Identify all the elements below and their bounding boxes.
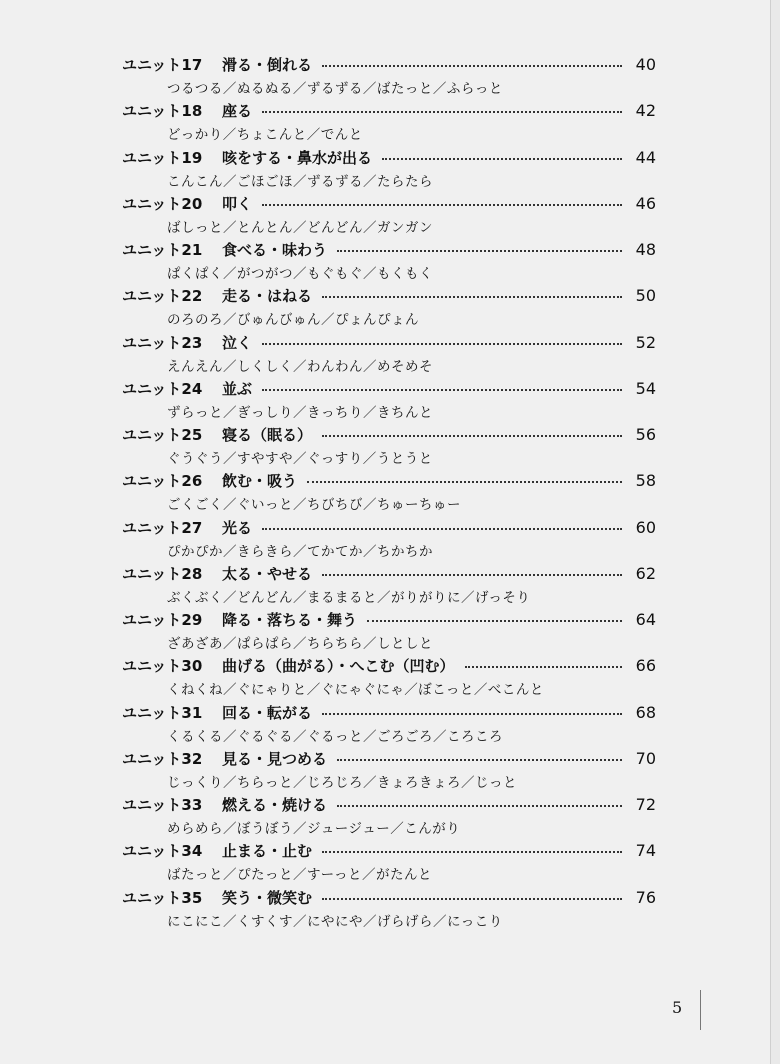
- page-reference: 54: [635, 378, 656, 398]
- onomatopoeia-list: こんこん／ごほごほ／ずるずる／たらたら: [167, 173, 433, 190]
- toc-entry: [122, 601, 656, 652]
- onomatopoeia-list: ぐうぐう／すやすや／ぐっすり／うとうと: [167, 451, 433, 467]
- leader-dots: [262, 389, 622, 391]
- toc-entry: [122, 555, 656, 606]
- unit-label: ユニット17: [122, 56, 203, 74]
- toc-entry-heading: [122, 54, 656, 76]
- toc-entry: [122, 786, 656, 837]
- unit-title: 光る: [222, 518, 253, 537]
- leader-dots: [337, 759, 622, 761]
- unit-title: 食べる・味わう: [222, 241, 328, 259]
- unit-title: 座る: [222, 102, 253, 121]
- toc-entry-heading: [122, 563, 656, 585]
- toc-entry-heading: [122, 147, 656, 169]
- unit-label: ユニット35: [122, 888, 203, 907]
- unit-label: ユニット33: [122, 796, 203, 814]
- onomatopoeia-list: ばたっと／ぴたっと／すーっと／がたんと: [167, 867, 433, 884]
- toc-entry-heading: [122, 794, 656, 816]
- onomatopoeia-list: ぴかぴか／きらきら／てかてか／ちかちか: [167, 543, 433, 560]
- toc-entry-heading: [122, 655, 656, 677]
- onomatopoeia-list: くるくる／ぐるぐる／ぐるっと／ごろごろ／ころころ: [167, 728, 503, 745]
- page-reference: 56: [635, 425, 656, 444]
- leader-dots: [322, 713, 622, 715]
- leader-dots: [382, 158, 622, 160]
- page-reference: 66: [635, 656, 656, 676]
- table-of-contents: [122, 46, 656, 930]
- toc-entry: [122, 46, 656, 97]
- toc-entry: [122, 509, 656, 560]
- page-reference: 48: [635, 240, 656, 259]
- onomatopoeia-list: ばしっと／とんとん／どんどん／ガンガン: [167, 219, 433, 236]
- leader-dots: [262, 343, 622, 345]
- unit-label: ユニット28: [122, 564, 203, 583]
- onomatopoeia-list: ぱくぱく／がつがつ／もぐもぐ／もくもく: [167, 266, 433, 282]
- toc-entry-heading: [122, 887, 656, 909]
- toc-entry-heading: [122, 239, 656, 261]
- leader-dots: [322, 435, 622, 437]
- toc-entry: [122, 139, 656, 190]
- leader-dots: [322, 898, 622, 900]
- toc-entry: [122, 370, 656, 421]
- leader-dots: [337, 250, 622, 252]
- unit-label: ユニット26: [122, 472, 203, 491]
- unit-label: ユニット22: [122, 287, 203, 306]
- unit-title: 燃える・焼ける: [222, 796, 328, 814]
- unit-title: 飲む・吸う: [222, 472, 298, 491]
- page-reference: 44: [635, 147, 656, 167]
- page-reference: 68: [635, 702, 656, 722]
- unit-title: 泣く: [222, 333, 253, 352]
- leader-dots: [322, 851, 622, 853]
- onomatopoeia-list: ざあざあ／ぱらぱら／ちらちら／しとしと: [167, 636, 433, 652]
- toc-entry: [122, 694, 656, 745]
- page-reference: 42: [635, 101, 656, 121]
- onomatopoeia-list: どっかり／ちょこんと／でんと: [167, 127, 363, 144]
- toc-entry-heading: [122, 748, 656, 770]
- unit-label: ユニット23: [122, 333, 203, 352]
- unit-label: ユニット30: [122, 657, 203, 676]
- unit-title: 曲げる（曲がる）・へこむ（凹む）: [222, 657, 455, 676]
- toc-entry: [122, 832, 656, 884]
- unit-label: ユニット19: [122, 148, 203, 167]
- leader-dots: [262, 528, 622, 530]
- toc-entry: [122, 462, 656, 514]
- leader-dots: [465, 666, 622, 668]
- toc-entry: [122, 277, 656, 329]
- toc-entry: [122, 185, 656, 236]
- toc-entry: [122, 740, 656, 791]
- onomatopoeia-list: めらめら／ぼうぼう／ジュージュー／こんがり: [167, 821, 461, 837]
- unit-label: ユニット32: [122, 749, 203, 768]
- onomatopoeia-list: にこにこ／くすくす／にやにや／げらげら／にっこり: [167, 913, 503, 930]
- unit-label: ユニット24: [122, 379, 203, 398]
- unit-label: ユニット25: [122, 426, 203, 444]
- unit-label: ユニット27: [122, 518, 203, 537]
- unit-title: 並ぶ: [222, 379, 253, 398]
- unit-title: 滑る・倒れる: [222, 56, 313, 74]
- toc-entry-heading: [122, 424, 656, 446]
- unit-title: 太る・やせる: [222, 564, 313, 583]
- leader-dots: [262, 111, 622, 113]
- unit-title: 回る・転がる: [222, 703, 313, 722]
- toc-entry-heading: [122, 840, 656, 862]
- toc-entry: [122, 324, 656, 375]
- leader-dots: [322, 296, 622, 298]
- page-reference: 74: [635, 841, 656, 861]
- page-reference: 58: [635, 471, 656, 491]
- page-reference: 40: [635, 55, 656, 74]
- toc-entry: [122, 416, 656, 467]
- unit-label: ユニット29: [122, 611, 203, 629]
- toc-entry-heading: [122, 378, 656, 400]
- page-reference: 46: [635, 193, 656, 213]
- toc-entry: [122, 879, 656, 930]
- toc-entry-heading: [122, 100, 656, 122]
- leader-dots: [337, 805, 622, 807]
- page-reference: 62: [635, 563, 656, 583]
- page-reference: 60: [635, 517, 656, 537]
- unit-title: 笑う・微笑む: [222, 888, 313, 907]
- page-reference: 76: [635, 887, 656, 907]
- unit-title: 降る・落ちる・舞う: [222, 611, 358, 629]
- unit-label: ユニット20: [122, 194, 203, 213]
- unit-title: 走る・はねる: [222, 287, 313, 306]
- toc-entry-heading: [122, 285, 656, 307]
- onomatopoeia-list: ずらっと／ぎっしり／きっちり／きちんと: [167, 404, 433, 421]
- toc-entry: [122, 231, 656, 282]
- unit-label: ユニット18: [122, 102, 203, 121]
- onomatopoeia-list: のろのろ／びゅんびゅん／ぴょんぴょん: [167, 312, 419, 329]
- onomatopoeia-list: じっくり／ちらっと／じろじろ／きょろきょろ／じっと: [167, 774, 517, 791]
- unit-title: 寝る（眠る）: [222, 426, 313, 444]
- toc-entry-heading: [122, 517, 656, 539]
- page-number: 5: [672, 998, 683, 1017]
- leader-dots: [262, 204, 622, 206]
- leader-dots: [307, 481, 622, 483]
- toc-entry: [122, 647, 656, 699]
- unit-label: ユニット31: [122, 703, 203, 722]
- page-reference: 52: [635, 332, 656, 352]
- onomatopoeia-list: ごくごく／ぐいっと／ちびちび／ちゅーちゅー: [167, 497, 461, 514]
- unit-title: 見る・見つめる: [222, 749, 328, 768]
- unit-label: ユニット21: [122, 241, 203, 259]
- toc-entry-heading: [122, 193, 656, 215]
- onomatopoeia-list: つるつる／ぬるぬる／ずるずる／ばたっと／ふらっと: [167, 81, 503, 97]
- toc-entry-heading: [122, 470, 656, 492]
- toc-entry-heading: [122, 332, 656, 354]
- onomatopoeia-list: くねくね／ぐにゃりと／ぐにゃぐにゃ／ぼこっと／べこんと: [167, 682, 544, 699]
- page-reference: 70: [635, 748, 656, 768]
- onomatopoeia-list: えんえん／しくしく／わんわん／めそめそ: [167, 358, 433, 375]
- leader-dots: [367, 620, 622, 622]
- unit-title: 止まる・止む: [222, 842, 313, 861]
- leader-dots: [322, 65, 622, 67]
- leader-dots: [322, 574, 622, 576]
- toc-entry-heading: [122, 702, 656, 724]
- folio-rule: [700, 990, 701, 1030]
- unit-label: ユニット34: [122, 842, 203, 861]
- page-reference: 72: [635, 795, 656, 814]
- unit-title: 咳をする・鼻水が出る: [222, 148, 373, 167]
- onomatopoeia-list: ぶくぶく／どんどん／まるまると／がりがりに／げっそり: [167, 589, 531, 606]
- unit-title: 叩く: [222, 194, 253, 213]
- page-reference: 50: [635, 286, 656, 306]
- toc-entry: [122, 92, 656, 144]
- page-reference: 64: [635, 610, 656, 629]
- toc-entry-heading: [122, 609, 656, 631]
